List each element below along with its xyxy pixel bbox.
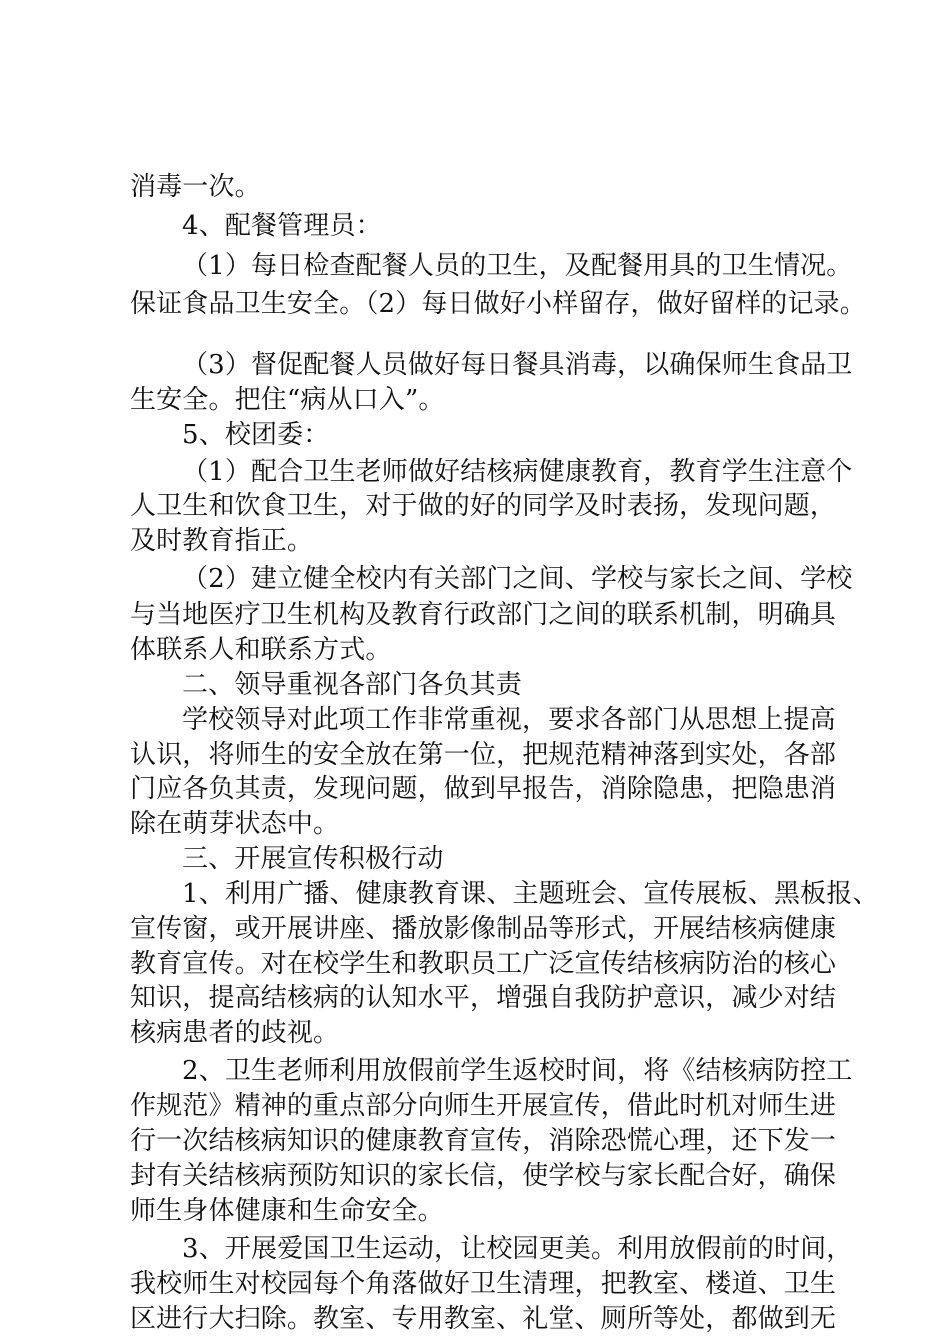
text-line: 3、开展爱国卫生运动，让校园更美。利用放假前的时间， [182, 1234, 853, 1264]
section-heading: 二、领导重视各部门各负其责 [182, 670, 522, 700]
text-line: 门应各负其责，发现问题，做到早报告，消除隐患，把隐患消 [130, 774, 837, 804]
text-line: （3）督促配餐人员做好每日餐具消毒，以确保师生食品卫 [182, 350, 853, 380]
text-line: 教育宣传。对在校学生和教职员工广泛宣传结核病防治的核心 [130, 949, 837, 979]
text-line: 宣传窗，或开展讲座、播放影像制品等形式，开展结核病健康 [130, 914, 837, 944]
text-line: 知识，提高结核病的认知水平，增强自我防护意识，减少对结 [130, 983, 837, 1013]
text-line: 作规范》精神的重点部分向师生开展宣传，借此时机对师生进 [130, 1091, 837, 1121]
text-line: 行一次结核病知识的健康教育宣传，消除恐慌心理，还下发一 [130, 1126, 837, 1156]
text-line: （1）每日检查配餐人员的卫生，及配餐用具的卫生情况。 [182, 251, 853, 281]
text-line: 与当地医疗卫生机构及教育行政部门之间的联系机制，明确具 [130, 600, 837, 630]
text-line: 保证食品卫生安全。（2）每日做好小样留存，做好留样的记录。 [130, 289, 866, 319]
text-line: 生安全。把住“病从口入”。 [130, 385, 445, 415]
text-line: 认识，将师生的安全放在第一位，把规范精神落到实处，各部 [130, 740, 837, 770]
text-line: 封有关结核病预防知识的家长信，使学校与家长配合好，确保 [130, 1161, 837, 1191]
section-heading: 三、开展宣传积极行动 [182, 844, 444, 874]
text-line: 1、利用广播、健康教育课、主题班会、宣传展板、黑板报、 [182, 879, 879, 909]
text-line: 及时教育指正。 [130, 526, 314, 556]
text-line: 2、卫生老师利用放假前学生返校时间，将《结核病防控工 [182, 1056, 853, 1086]
text-line: 师生身体健康和生命安全。 [130, 1196, 444, 1226]
text-line: 除在萌芽状态中。 [130, 809, 340, 839]
text-line: （1）配合卫生老师做好结核病健康教育，教育学生注意个 [182, 457, 853, 487]
text-line: 学校领导对此项工作非常重视，要求各部门从思想上提高 [182, 705, 836, 735]
text-line: 我校师生对校园每个角落做好卫生清理，把教室、楼道、卫生 [130, 1269, 837, 1299]
text-line: 体联系人和联系方式。 [130, 635, 392, 665]
section-heading: 4、配餐管理员： [182, 211, 382, 241]
text-line: 核病患者的歧视。 [130, 1018, 340, 1048]
text-line: （2）建立健全校内有关部门之间、学校与家长之间、学校 [182, 564, 853, 594]
text-line: 消毒一次。 [130, 172, 261, 202]
text-line: 区进行大扫除。教室、专用教室、礼堂、厕所等处，都做到无 [130, 1304, 837, 1334]
text-line: 人卫生和饮食卫生，对于做的好的同学及时表扬，发现问题， [130, 491, 837, 521]
section-heading: 5、校团委： [182, 420, 330, 450]
